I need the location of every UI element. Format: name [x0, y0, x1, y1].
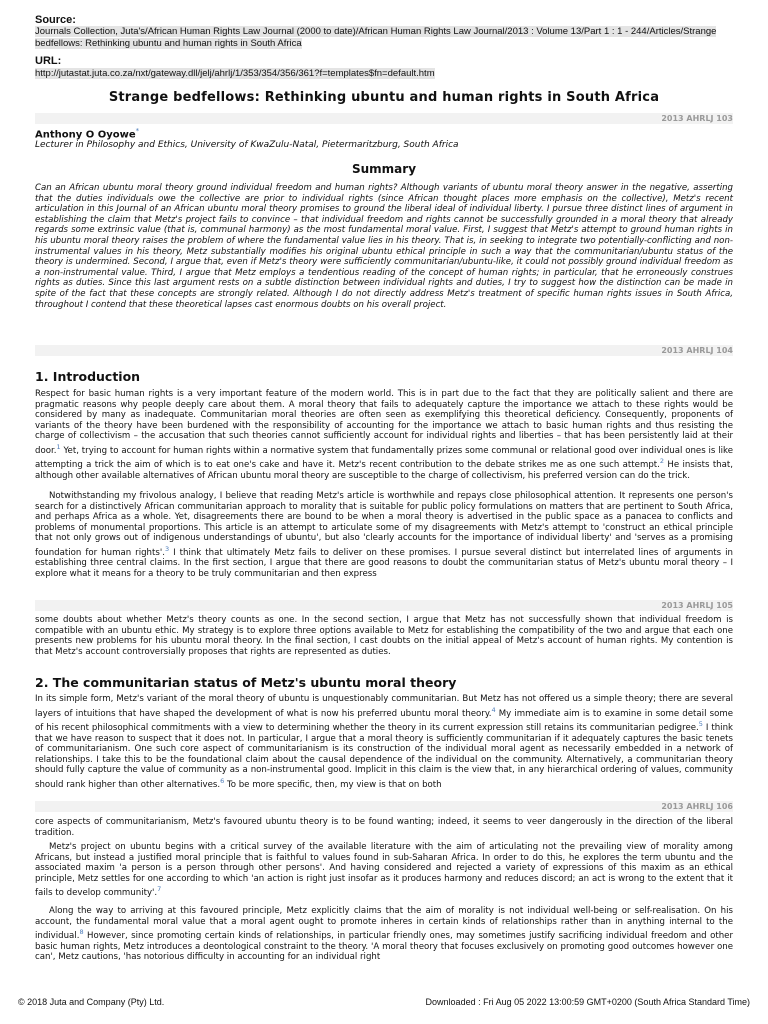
paragraph: some doubts about whether Metz's theory counts as one. In the second section, I argue that Metz has not successfully shown that individual freedom is compatible with an ubuntu ethic. My strategy is to explore three options available to Metz for establishing the compatibility of the two and argue that each one presents new problems for his ubuntu moral theory. In the final section, I cast doubts on the initial appeal of Metz's account of human rights. My contention is that Metz's account controversially proposes that rights are represented as duties. — [35, 615, 733, 657]
footnote-link[interactable]: 6 — [220, 776, 225, 785]
page-marker: 2013 AHRLJ 104 — [35, 345, 733, 356]
summary-heading: Summary — [351, 162, 417, 176]
section-heading-introduction: 1. Introduction — [35, 369, 141, 384]
source-path: Journals Collection, Juta's/African Human Rights Law Journal (2000 to date)/African Human Rights Law Journal/2013 : Volume 13/Part 1 : 1 - 244/Articles/Strange bedfellows: Rethinking ubuntu and human rights in South Africa — [35, 26, 717, 49]
author-footnote-link[interactable]: * — [135, 127, 140, 135]
summary-text: Can an African ubuntu moral theory ground individual freedom and human rights? Although variants of ubuntu moral theory answer in the negative, asserting that the duties individuals owe the collective are prior to individual rights (since African thought places more emphasis on the collective), Metz's recent articulation in this Journal of an African ubuntu moral theory promises to ground the liberal ideal of individual liberty. I pursue three distinct lines of argument in establishing the claim that Metz's project fails to convince – that individual freedom and rights cannot be successfully grounded in a moral theory that already regards some extrinsic value (that is, communal harmony) as the most fundamental moral value. First, I suggest that Metz's attempt to ground human rights in his ubuntu moral theory raises the problem of where the fundamental value lies in his theory. That is, in seeking to integrate two potentially-conflicting and non-instrumental values in his theory, Metz substantially modifies his original ubuntu ethical principle in such a way that the communitarian/ubuntu status of the theory is undermined. Second, I argue that, even if Metz's theory were sufficiently communitarian/ubuntu-like, it could not possibly ground individual freedom as a non-instrumental value. Third, I argue that Metz employs a tendentious reading of the concept of human rights; in particular, that he erroneously construes rights as duties. Since this last argument rests on a subtle distinction between individual rights and duties, I try to suggest how the distinction can be made in spite of the fact that these concepts are strongly related. Although I do not directly address Metz's treatment of specific human rights issues in South Africa, throughout I contend that these theoretical lapses cast enormous doubts on his overall project. — [35, 183, 733, 310]
article-title: Strange bedfellows: Rethinking ubuntu and human rights in South Africa — [108, 90, 660, 105]
paragraph: In its simple form, Metz's variant of the moral theory of ubuntu is unquestionably communitarian. But Metz has not offered us a simple theory; there are several layers of intuitions that have shaped the development of what is now his preferred ubuntu moral theory.$^4$ My immediate aim is to examine in some detail some of his recent philosophical commitments with a view to determining whether the theory in its current expression still retains its communitarian pedigree.$^5$ I think that we have reason to suspect that it does not. In particular, I argue that a moral theory is sufficiently communitarian if it adequately captures the basic tenets of communitarianism. One such core aspect of communitarianism is its construction of the individual moral agent as necessarily embedded in a network of relationships. I take this to be the foundational claim about the causal dependence of the individual on the community. Alternatively, a communitarian theory should fully capture the value of community as a non-instrumental good. Implicit in this claim is the view that, in any hierarchical ordering of values, community should rank higher than other alternatives.$^6$ To be more specific, then, my view is that on both — [35, 694, 733, 790]
footnote-link[interactable]: 3 — [164, 544, 170, 553]
footnote-link[interactable]: 1 — [56, 442, 61, 451]
footnote-link[interactable]: 7 — [157, 885, 162, 894]
source-label: Source: — [35, 14, 76, 26]
author-affiliation: Lecturer in Philosophy and Ethics, University of KwaZulu-Natal, Pietermaritzburg, South Africa — [35, 140, 459, 150]
paragraph: Respect for basic human rights is a very important feature of the modern world. This is in part due to the fact that they are politically salient and there are pragmatic reasons why people deeply care about them. A moral theory that fails to adequately capture the importance we attach to these rights would be considered by many as inadequate. Communitarian moral theories are often seen as exemplifying this theoretical deficiency. Consequently, proponents of variants of the theory have been burdened with the responsibility of accounting for the importance we attach to basic human rights and thus resisting the charge of collectivism – the accusation that such theories cannot sufficiently account for individual rights and liberties – that has been persistently laid at their door.$^1$ Yet, trying to account for human rights within a normative system that fundamentally prizes some communal or relational good over individual ones is like attempting a trick the aim of which is to eat one's cake and have it. Metz's recent contribution to the debate strikes me as one such attempt.$^2$ He insists that, although other available alternatives of African ubuntu moral theory are susceptible to the charge of collectivism, his preferred version can do the trick. — [35, 389, 733, 481]
paragraph: core aspects of communitarianism, Metz's favoured ubuntu theory is to be found wanting; indeed, it seems to veer dangerously in the direction of the liberal tradition. — [35, 817, 733, 838]
footer-copyright: © 2018 Juta and Company (Pty) Ltd. — [18, 997, 165, 1007]
section-heading-communitarian-status: 2. The communitarian status of Metz's ubuntu moral theory — [35, 675, 457, 690]
url-link[interactable]: http://jutastat.juta.co.za/nxt/gateway.dll/jelj/ahrlj/1/353/354/356/361?f=templates$fn=default.htm — [35, 68, 435, 79]
paragraph: Notwithstanding my frivolous analogy, I believe that reading Metz's article is worthwhile and repays close philosophical attention. It represents one person's search for a distinctively African communitarian approach to morality that is suitable for public policy formulations on matters that are pertinent to South Africa, and perhaps Africa as a whole. Yet, disagreements there are bound to be when a moral theory is advertised in the public space as a panacea to conflicts and problems of monumental proportions. This article is an attempt to articulate some of my disagreements with Metz's attempt to 'construct an ethical principle that not only grows out of indigenous understandings of ubuntu', but also 'clearly accounts for the importance of individual liberty' and 'serves as a promising foundation for human rights'.$^3$ I think that ultimately Metz fails to deliver on these promises. I pursue several distinct but interrelated lines of arguments in establishing three central claims. In the first section, I argue that there are good reasons to doubt the communitarian status of Metz's ubuntu moral theory – I explore what it means for a theory to be truly communitarian and then express — [35, 491, 733, 580]
url-label: URL: — [35, 55, 62, 67]
paragraph: Along the way to arriving at this favoured principle, Metz explicitly claims that the aim of morality is not individual well-being or self-realisation. On his account, the fundamental moral value that a moral agent ought to promote inheres in certain kinds of relationships rather than in anything internal to the individual.$^8$ However, since promoting certain kinds of relationships, in particular friendly ones, may sometimes justify sacrificing individual freedom and other basic human rights, Metz introduces a deontological constraint to the theory. 'A moral theory that focuses exclusively on promoting good outcomes however one can', Metz cautions, 'has notorious difficulty in accounting for an individual right — [35, 906, 733, 963]
page-marker: 2013 AHRLJ 103 — [35, 113, 733, 124]
paragraph: Metz's project on ubuntu begins with a critical survey of the available literature with the aim of articulating not the prevailing view of morality among Africans, but instead a justified moral principle that is faithful to values found in sub-Saharan Africa. In order to do this, he explores the term ubuntu and the associated maxim 'a person is a person through other persons'. And having considered and rejected a variety of expressions of this maxim as an ethical principle, Metz settles for one according to which 'an action is right just insofar as it produces harmony and reduces discord; an act is wrong to the extent that it fails to develop community'.$^7$ — [35, 842, 733, 899]
footer-download-timestamp: Downloaded : Fri Aug 05 2022 13:00:59 GMT+0200 (South Africa Standard Time) — [425, 997, 750, 1007]
page-marker: 2013 AHRLJ 105 — [35, 600, 733, 611]
footnote-link[interactable]: 8 — [79, 928, 84, 937]
author-name: Anthony O Oyowe* — [35, 127, 140, 141]
footnote-link[interactable]: 5 — [698, 720, 703, 729]
page-marker: 2013 AHRLJ 106 — [35, 801, 733, 812]
footnote-link[interactable]: 4 — [491, 705, 496, 714]
footnote-link[interactable]: 2 — [659, 457, 665, 466]
